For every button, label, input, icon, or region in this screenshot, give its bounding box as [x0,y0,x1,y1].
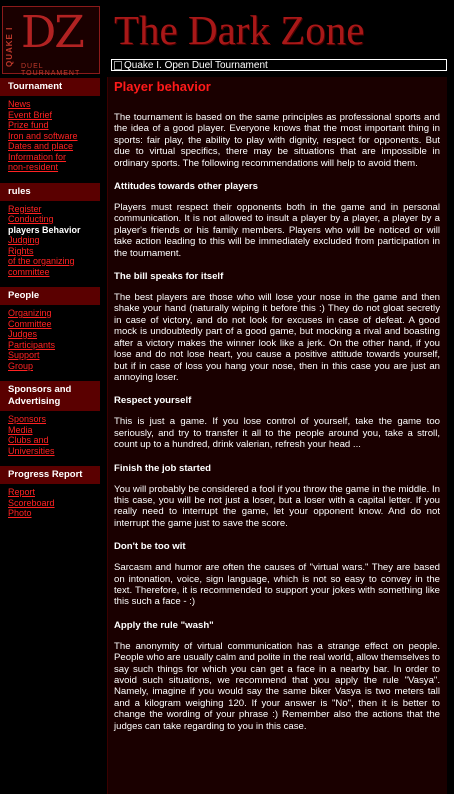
sidebar-section [0,287,100,371]
sidebar-link[interactable]: Information for [8,151,67,162]
sidebar-link[interactable]: Participants [8,339,56,350]
paragraph: Players must respect their opponents both in the game and in personal communication. It is not allowed to insult a player by a player, a player by a player's friends or his family members. Players who will be noticed or will take action leading to this will be immediately excluded from participation in the tournament. [114,202,440,259]
main-content [107,77,447,794]
sidebar-section [0,183,100,278]
sidebar-link[interactable]: Rights [8,245,34,256]
logo-letters: DZ [21,7,83,58]
sidebar-section [0,381,100,456]
paragraph: The best players are those who will lose your nose in the game and then shake your hand (naturally wiping it before this :) They do not gloat secretly in case of victory, and do not look for excuses in case of defeat. A good mock is undoubtedly part of a good game, but mocking a rival and boasting after a victory makes the winner look like a jerk. On the other hand, if you lose and do not lose heart, you cause a positive attitude towards yourself, but if in case of loss you hang your nose, then in this case you are just an annoying loser. [114,292,440,383]
sidebar-link[interactable]: Event Brief [8,109,53,120]
logo-side-text: QUAKE I [5,26,14,67]
section-heading: Apply the rule "wash" [114,619,214,631]
section-heading: Attitudes towards other players [114,181,258,193]
banner-alt-text: Quake I. Open Duel Tournament [124,60,268,71]
sidebar-section-title: Progress Report [0,466,100,484]
sidebar-link[interactable]: Iron and software [8,130,78,141]
logo-subtitle: DUEL TOURNAMENT [21,63,81,77]
paragraph: The tournament is based on the same principles as professional sports and the idea of a good player. Everyone knows that the most important thing in sports: fair play, the ability to play with dignity, respect for opponents. But due to virtual specifics, there may be situations that are impossible in ordinary sports. The following recommendations will help to avoid them. [114,112,440,169]
sidebar-link[interactable]: Group [8,360,34,371]
sidebar-section-title: Sponsors and Advertising [0,381,100,411]
sidebar-link[interactable]: Organizing [8,308,52,318]
page-title: Player behavior [114,79,211,94]
sidebar-link[interactable]: Committee [8,318,52,329]
sidebar-section-title: Tournament [0,78,100,96]
sidebar-link[interactable]: committee [8,266,50,277]
paragraph: Sarcasm and humor are often the causes of "virtual wars." They are based on intonation, voice, sign language, which is not so easy to convey in the text. Therefore, it is recommended to support your jokes with something like this such a face - :) [114,562,440,608]
banner-image[interactable] [111,59,447,71]
section-heading: The bill speaks for itself [114,271,224,283]
sidebar-link[interactable]: Clubs and [8,435,49,445]
site-title: The Dark Zone [114,7,365,53]
site-logo[interactable] [2,6,100,77]
broken-image-icon [114,61,122,70]
paragraph: You will probably be considered a fool if you throw the game in the middle. In this case, you will be not just a loser, but a loser with a capital letter. If you really need to interrupt the game, let your opponent know. And do not interrupt the game just to save the score. [114,483,440,529]
sidebar-link[interactable]: Media [8,424,33,435]
sidebar-link[interactable]: Dates and place [8,141,74,151]
sidebar-link[interactable]: Judges [8,329,38,339]
sidebar-link[interactable]: Report [8,487,36,497]
paragraph: The anonymity of virtual communication has a strange effect on people. People who are usually calm and polite in the real world, allow themselves to say such things for which you can get a face in a nearby bar. In order to avoid such situations, we recommend that you apply the rule "Vasya". Namely, imagine if you would say the same biker Vasya is two meters tall and a kilogram weighing 120. If your answer is "No", then it is better to change the wording of your phrase :) Remember also the actions that the judges can take regarding to you in this case. [114,640,440,732]
sidebar-link[interactable]: of the organizing [8,256,75,266]
sidebar-link[interactable]: Scoreboard [8,497,55,508]
section-heading: Finish the job started [114,462,212,474]
sidebar-link[interactable]: Universities [8,445,55,456]
sidebar-link[interactable]: non-resident [8,162,59,172]
section-heading: Respect yourself [114,395,192,407]
site-header [0,0,454,78]
sidebar-link[interactable]: Conducting [8,214,54,224]
sidebar-link[interactable]: Support [8,350,40,360]
sidebar-section [0,466,100,519]
sidebar-section-title: rules [0,183,100,201]
sidebar-current-item: players Behavior [8,224,81,235]
sidebar-link[interactable]: Judging [8,235,40,245]
sidebar-link[interactable]: Prize fund [8,120,49,130]
paragraph: This is just a game. If you lose control of yourself, take the game too seriously, and try to transfer it all to the people around you, take a stroll, count up to a hundred, drink valerian, refresh your head ... [114,416,440,451]
sidebar-link[interactable]: Sponsors [8,414,47,424]
sidebar-section [0,78,100,173]
sidebar-link[interactable]: News [8,99,31,109]
sidebar-section-title: People [0,287,100,305]
article-body [108,94,447,732]
sidebar-link[interactable]: Register [8,203,42,214]
sidebar-nav [0,78,100,529]
section-heading: Don't be too wit [114,541,186,553]
sidebar-link[interactable]: Photo [8,508,32,518]
